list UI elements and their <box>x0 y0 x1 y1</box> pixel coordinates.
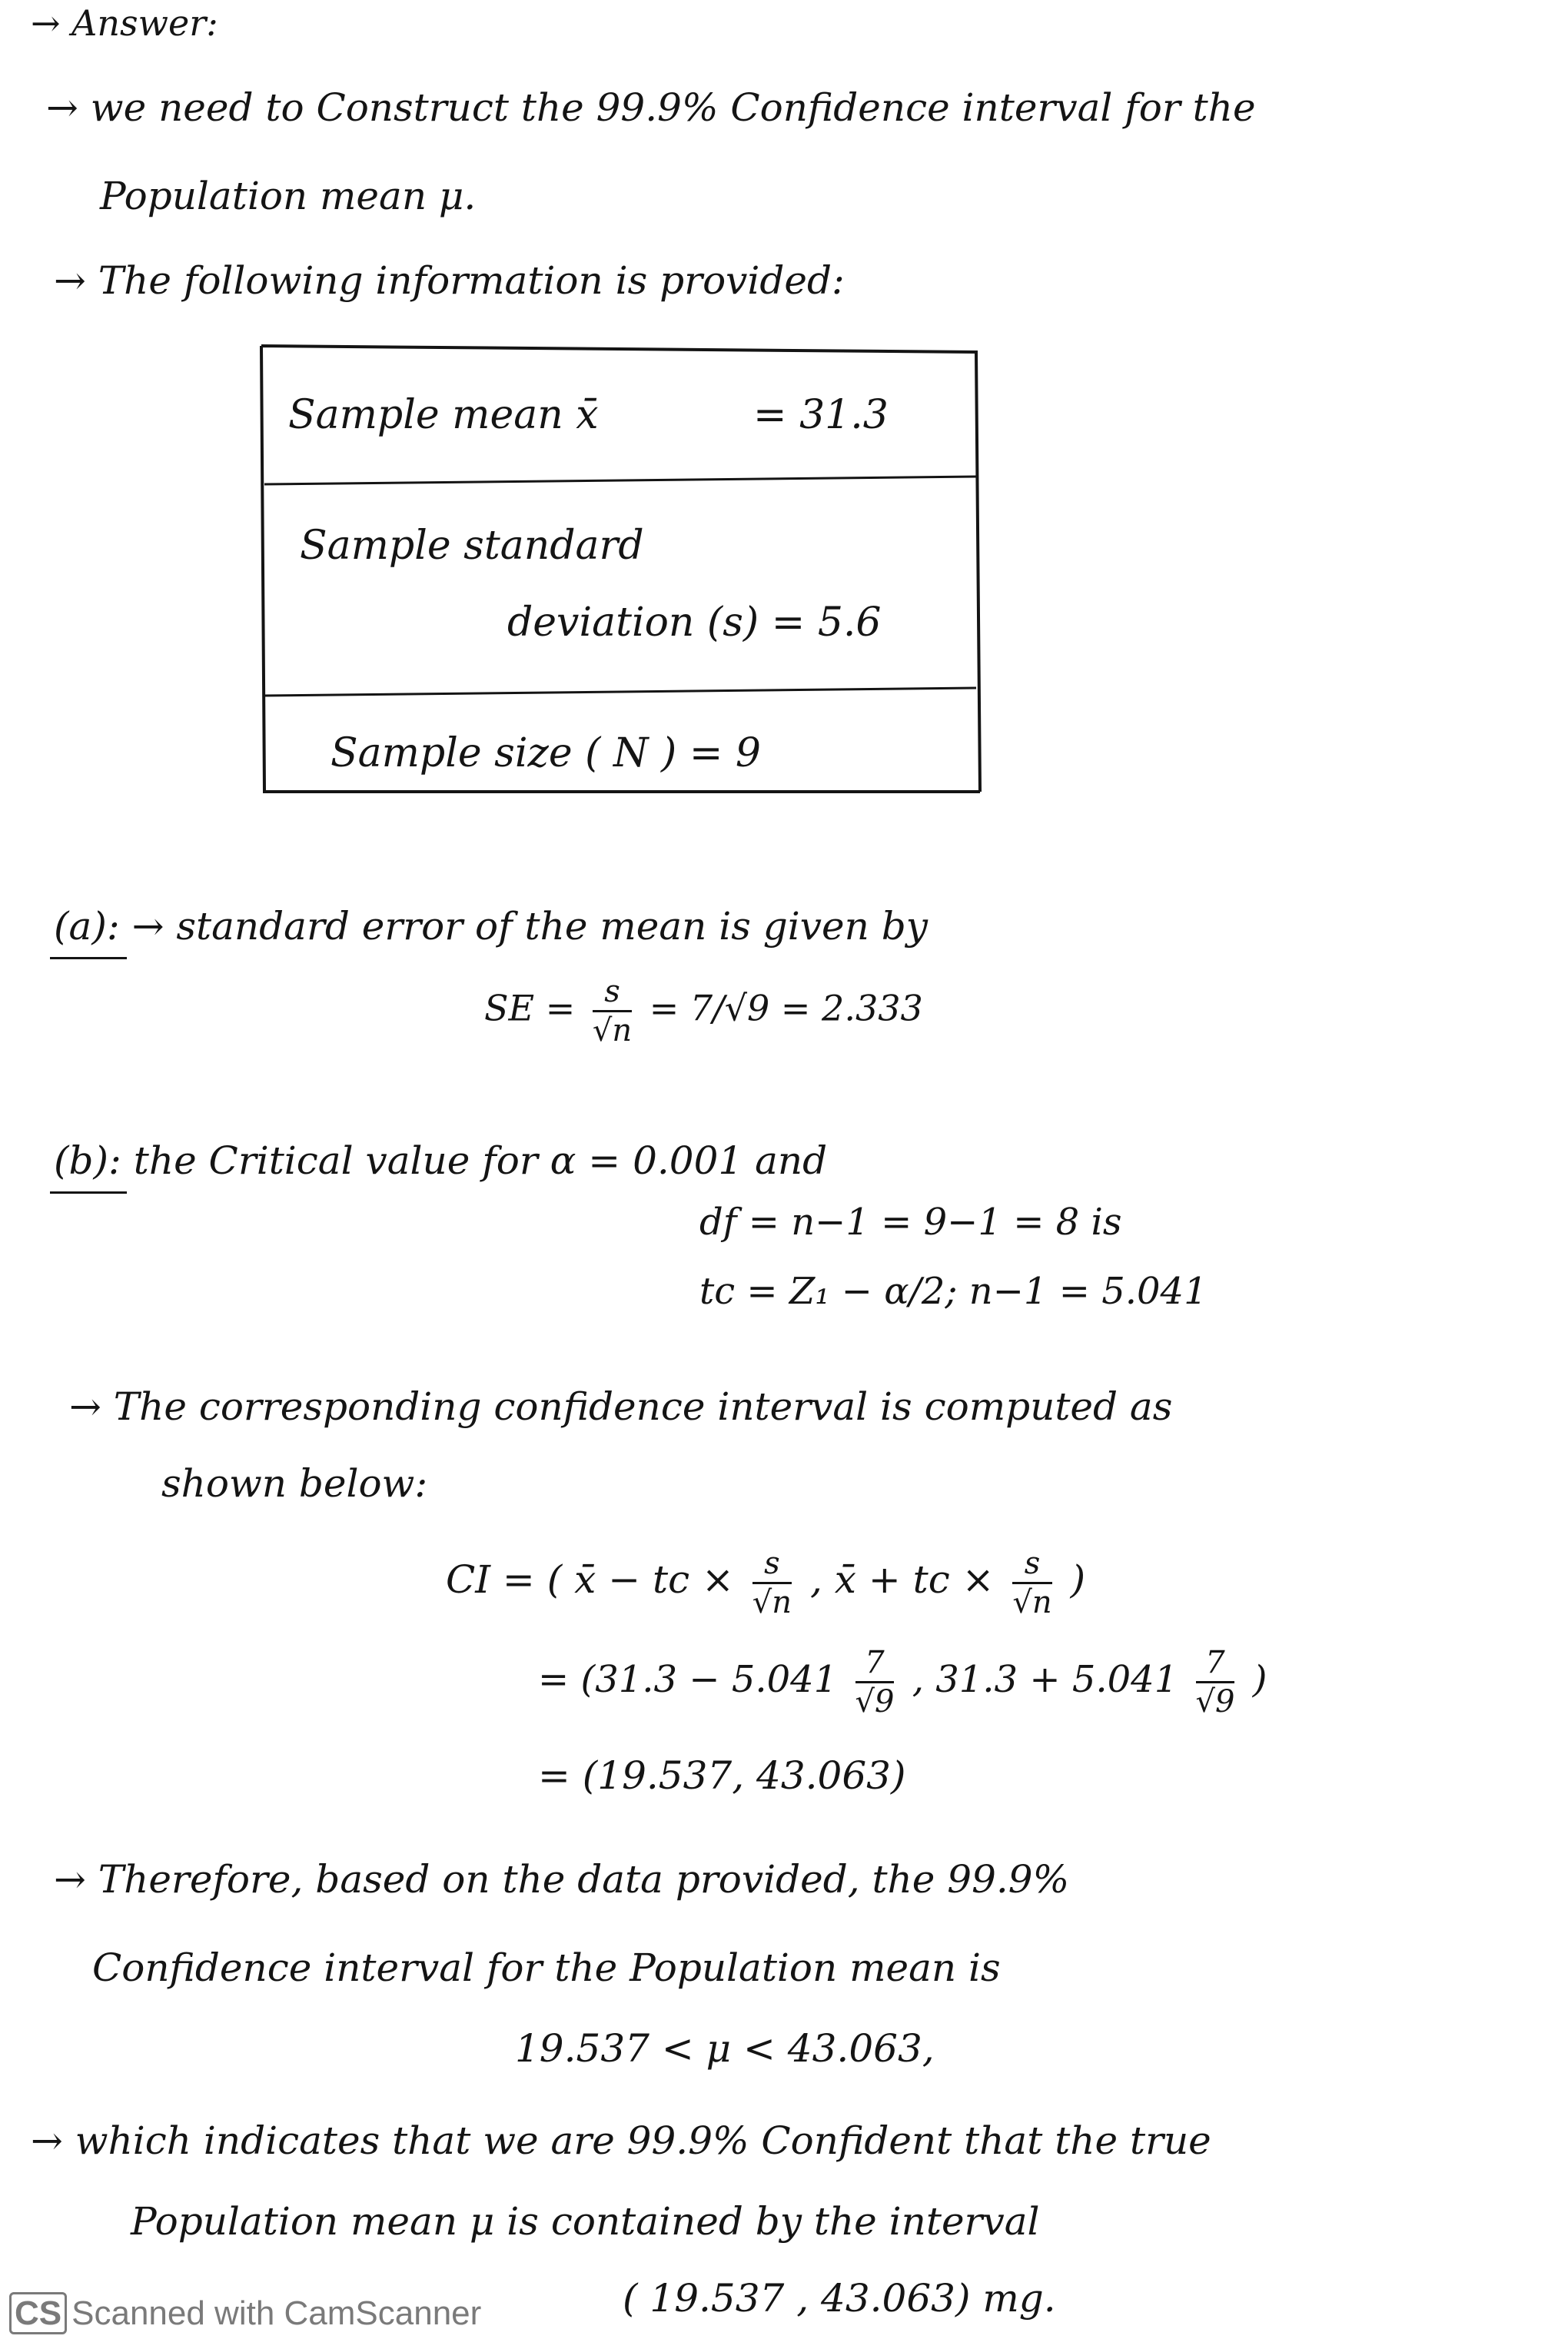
sample-sd-label: Sample standard <box>300 523 644 569</box>
ci-lhs: CI = <box>446 1557 535 1602</box>
part-a-underline <box>50 957 127 959</box>
part-b-text: the Critical value for α = 0.001 and <box>133 1138 828 1183</box>
conclusion-line-2: Confidence interval for the Population mean is <box>92 1945 1001 1990</box>
ci-formula-b: , x̄ + tc × <box>809 1557 995 1602</box>
ci-fraction-2-den: √n <box>1012 1584 1052 1620</box>
intro-line-1: → we need to Construct the 99.9% Confidence interval for the <box>46 85 1256 130</box>
part-b-underline <box>50 1191 127 1194</box>
se-rhs: = 7/√9 = 2.333 <box>649 987 923 1029</box>
part-a-text: → standard error of the mean is given by <box>131 904 928 949</box>
ci-fraction-1-num: s <box>752 1548 792 1584</box>
part-a-label: (a): <box>54 904 120 949</box>
camscanner-watermark <box>9 2294 481 2333</box>
part-a-line <box>54 903 928 949</box>
se-fraction <box>593 976 632 1046</box>
ci-substitution <box>538 1637 1267 1722</box>
ci-sub-fraction-2-num: 7 <box>1196 1647 1235 1683</box>
sample-size-label: Sample size ( N ) = 9 <box>331 730 762 776</box>
info-table <box>254 338 984 799</box>
ci-fraction-1-den: √n <box>752 1584 792 1620</box>
sample-mean-value: = 31.3 <box>753 392 889 438</box>
df-line: df = n−1 = 9−1 = 8 is <box>699 1201 1122 1244</box>
conclusion-line-6: ( 19.537 , 43.063) mg. <box>623 2276 1056 2321</box>
ci-formula-end: ) <box>1070 1557 1086 1602</box>
ci-fraction-1 <box>752 1545 792 1620</box>
ci-fraction-2 <box>1012 1545 1052 1620</box>
arrow-icon: → <box>31 2 61 44</box>
sample-sd-value: deviation (s) = 5.6 <box>507 600 882 646</box>
ci-sub-fraction-2 <box>1196 1647 1235 1717</box>
ci-sub-fraction-1-num: 7 <box>855 1647 895 1683</box>
ci-fraction-2-num: s <box>1012 1548 1051 1584</box>
tc-line: tc = Z₁ − α/2; n−1 = 5.041 <box>699 1270 1208 1313</box>
answer-label: Answer: <box>71 2 218 44</box>
conclusion-line-1: → Therefore, based on the data provided, the 99.9% <box>54 1857 1070 1902</box>
se-fraction-num: s <box>593 976 632 1012</box>
ci-sub-fraction-1-den: √9 <box>855 1684 895 1719</box>
ci-result: = (19.537, 43.063) <box>538 1753 906 1798</box>
ci-intro-line-1: → The corresponding confidence interval is computed as <box>69 1384 1173 1429</box>
ci-sub-b: , 31.3 + 5.041 <box>912 1658 1178 1701</box>
ci-sub-fraction-1 <box>855 1647 895 1717</box>
conclusion-line-5: Population mean μ is contained by the interval <box>131 2199 1040 2244</box>
ci-formula <box>446 1537 1085 1622</box>
camscanner-logo-icon: CS <box>9 2292 67 2334</box>
part-b-line <box>54 1138 827 1184</box>
se-formula <box>484 976 923 1046</box>
sample-mean-label: Sample mean x̄ <box>288 392 599 438</box>
conclusion-line-4: → which indicates that we are 99.9% Confident that the true <box>31 2118 1211 2163</box>
ci-sub-end: ) <box>1252 1658 1267 1701</box>
camscanner-text: Scanned with CamScanner <box>71 2294 482 2332</box>
ci-intro-line-2: shown below: <box>161 1461 428 1506</box>
se-lhs: SE = <box>484 987 576 1029</box>
ci-sub-a: = (31.3 − 5.041 <box>538 1658 838 1701</box>
conclusion-line-3: 19.537 < μ < 43.063, <box>515 2026 935 2071</box>
intro-line-3: → The following information is provided: <box>54 258 845 303</box>
part-b-label: (b): <box>54 1138 121 1183</box>
ci-sub-fraction-2-den: √9 <box>1195 1684 1235 1719</box>
answer-header <box>31 0 218 46</box>
intro-line-2: Population mean μ. <box>100 174 477 218</box>
se-fraction-den: √n <box>592 1013 633 1048</box>
ci-formula-a: ( x̄ − tc × <box>546 1557 734 1602</box>
